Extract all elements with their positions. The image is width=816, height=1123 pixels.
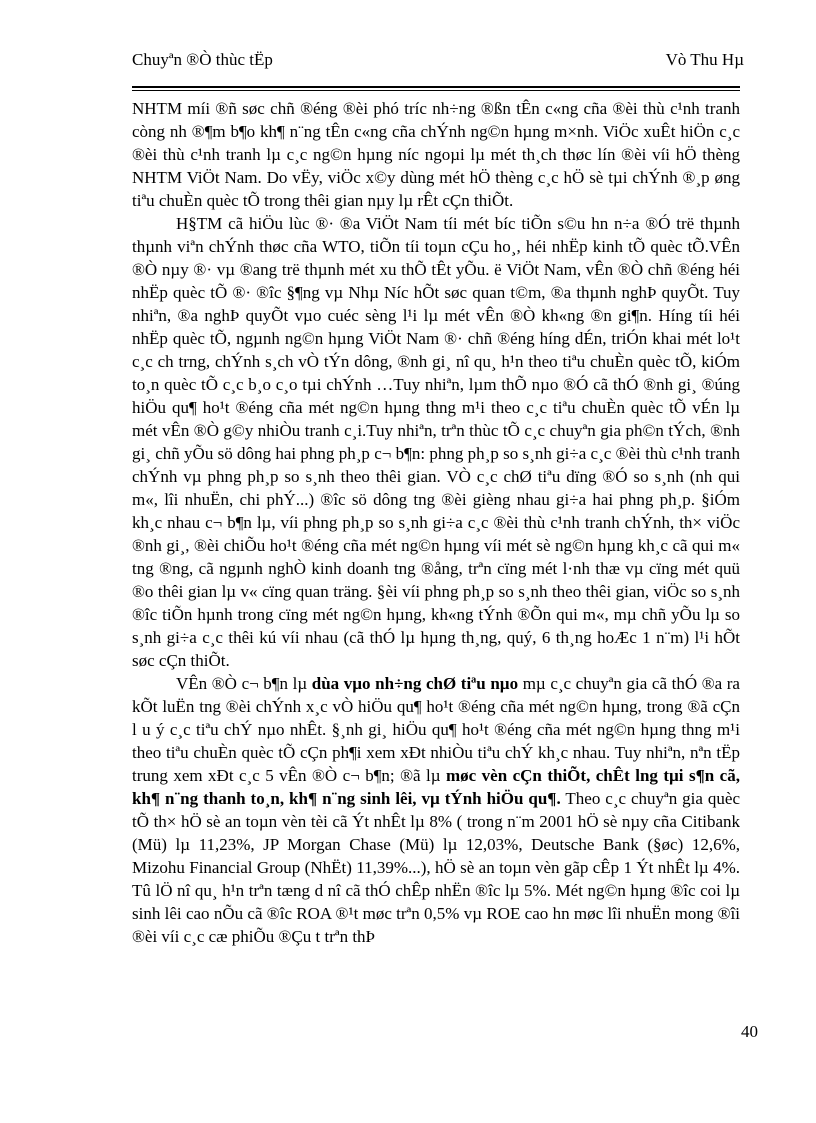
paragraph-1-text: NHTM míi ®ñ søc chñ ®éng ®èi phó tríc nh÷ng ®ßn tÊn c«ng cña ®èi thù c¹nh tranh còng nh ®¶m b¶o kh¶ n¨ng tÊn c«ng cña chÝnh ng©n hµng m×nh. ViÖc xuÊt hiÖn c¸c ®èi thù c¹nh tranh lµ c¸c ng©n hµng níc ngoµi lµ mét th¸ch thøc lín ®èi víi hÖ thèng NHTM ViÖt Nam. Do vËy, viÖc x©y dùng mét hÖ thèng c¸c hÖ sè tµi chÝnh ®¸p øng tiªu chuÈn quèc tÕ trong thêi gian nµy lµ rÊt cÇn thiÕt. [132, 99, 740, 210]
paragraph-2-text: H§TM cã hiÖu lùc ®· ®a ViÖt Nam tíi mét bíc tiÕn s©u hn n÷a ®Ó trë thµnh thµnh viªn chÝnh thøc cña WTO, tiÕn tíi toµn cÇu ho¸, héi nhËp kinh tÕ quèc tÕ.VÊn ®Ò nµy ®· vµ ®ang trë thµnh mét xu thÕ tÊt yÕu. ë ViÖt Nam, vÊn ®Ò chñ ®éng héi nhËp quèc tÕ ®· ®îc §¶ng vµ Nhµ Níc hÕt søc quan t©m, ®a thµnh nghÞ quyÕt. Tuy nhiªn, ®a nghÞ quyÕt vµo cuéc sèng l¹i lµ mét vÊn ®Ò kh«ng ®n gi¶n. Híng tíi héi nhËp quèc tÕ, ngµnh ng©n hµng ViÖt Nam ®· chñ ®éng híng dÉn, triÓn khai mét lo¹t c¸c ch trng, chÝnh s¸ch vÒ tÝn dông, ®nh gi¸ nî qu¸ h¹n theo tiªu chuÈn quèc tÕ, kiÓm to¸n quèc tÕ c¸c b¸o c¸o tµi chÝnh …Tuy nhiªn, lµm thÕ nµo ®Ó cã thÓ ®nh gi¸ ®úng hiÖu qu¶ ho¹t ®éng cña mét ng©n hµng thng m¹i theo c¸c tiªu chuÈn quèc tÕ vÉn lµ mét vÊn ®Ò g©y nhiÒu tranh c¸i.Tuy nhiªn, trªn thùc tÕ c¸c chuyªn gia ph©n tÝch, ®nh gi¸ chñ yÕu sö dông hai phng ph¸p c¬ b¶n: phng ph¸p so s¸nh gi÷a c¸c ®èi thù c¹nh tranh chÝnh vµ phng ph¸p so s¸nh theo thêi gian. VÒ c¸c chØ tiªu dïng ®Ó so s¸nh (nh qui m«, lîi nhuËn, chi phÝ...) ®îc sö dông tng ®èi gièng nhau gi÷a hai phng ph¸p. §iÓm kh¸c nhau c¬ b¶n lµ, víi phng ph¸p so s¸nh gi÷a c¸c ®èi thù c¹nh tranh chÝnh, th× viÖc ®nh gi¸, ®èi chiÕu ho¹t ®éng cña mét ng©n hµng víi mét sè ng©n hµng kh¸c cã qui m« tng ®ng, cã ngµnh nghÒ kinh doanh tng ®ång, trªn cïng mét l·nh thæ vµ cïng mét quü ®o thêi gian lµ v« cïng quan träng. §èi víi phng ph¸p so s¸nh theo thêi gian, viÖc so s¸nh ®îc tiÕn hµnh trong cïng mét ng©n hµng, kh«ng tÝnh ®Õn qui m«, mµ chñ yÕu lµ so s¸nh gi÷a c¸c thêi kú víi nhau (cã thÓ lµ hµng th¸ng, quý, 6 th¸ng hoÆc 1 n¨m) l¹i hÕt søc cÇn thiÕt. [132, 214, 740, 670]
page-number: 40 [741, 1022, 758, 1041]
paragraph-3-run-2: mµ c¸c chuyªn gia cã thÓ ®a ra kÕt luËn tng ®èi chÝnh x¸c vÒ hiÖu qu¶ ho¹t ®éng cña mét ng©n hµng, trong ®ã cÇn l u ý c¸c tiªu chÝ nµo nhÊt. §¸nh gi¸ hiÖu qu¶ ho¹t ®éng cña mét ng©n hµng thng m¹i theo tiªu chuÈn quèc tÕ cÇn ph¶i xem xÐt nhiÒu tiªu chÝ kh¸c nhau. Tuy nhiªn, nªn tËp trung xem xÐt c¸c 5 vÊn ®Ò c¬ b¶n; ®ã lµ [132, 674, 740, 785]
paragraph-3-bold-run-2: møc vèn cÇn thiÕt, chÊt lng tµi s¶n cã, kh¶ n¨ng thanh to¸n, kh¶ n¨ng sinh lêi, vµ tÝnh hiÖu qu¶. [132, 766, 740, 808]
document-body [132, 97, 740, 948]
paragraph-3-bold-run-1: dùa vµo nh÷ng chØ tiªu nµo [311, 674, 519, 693]
paragraph-3-run-3: Theo c¸c chuyªn gia quèc tÕ th× hÖ sè an toµn vèn tèi cã Ýt nhÊt lµ 8% ( trong n¨m 2001 hÖ sè nµy cña Citibank (Mü) lµ 11,23%, JP Morgan Chase (Mü) lµ 12,03%, Deutsche Bank (§øc) 12,6%, Mizohu Financial Group (NhËt) 11,39%...), hÖ sè an toµn vèn gãp cÊp 1 Ýt nhÊt lµ 4%. Tû lÖ nî qu¸ h¹n trªn tæng d nî cã thÓ chÊp nhËn ®îc lµ 5%. Mét ng©n hµng ®îc coi lµ sinh lêi cao nÕu cã ®îc ROA ®¹t møc trªn 0,5% vµ ROE cao hn møc lîi nhuËn mong ®îi ®èi víi c¸c cæ phiÕu ®Çu t trªn thÞ [132, 789, 740, 946]
paragraph-2 [132, 212, 740, 672]
header-divider [132, 86, 740, 91]
paragraph-1 [132, 97, 740, 212]
header-title: Chuyªn ®Ò thùc tËp [132, 50, 273, 69]
paragraph-3 [132, 672, 740, 948]
paragraph-3-run-1: VÊn ®Ò c¬ b¶n lµ [176, 674, 312, 693]
header-author: Vò Thu Hµ [665, 50, 744, 69]
page-header [132, 50, 744, 80]
